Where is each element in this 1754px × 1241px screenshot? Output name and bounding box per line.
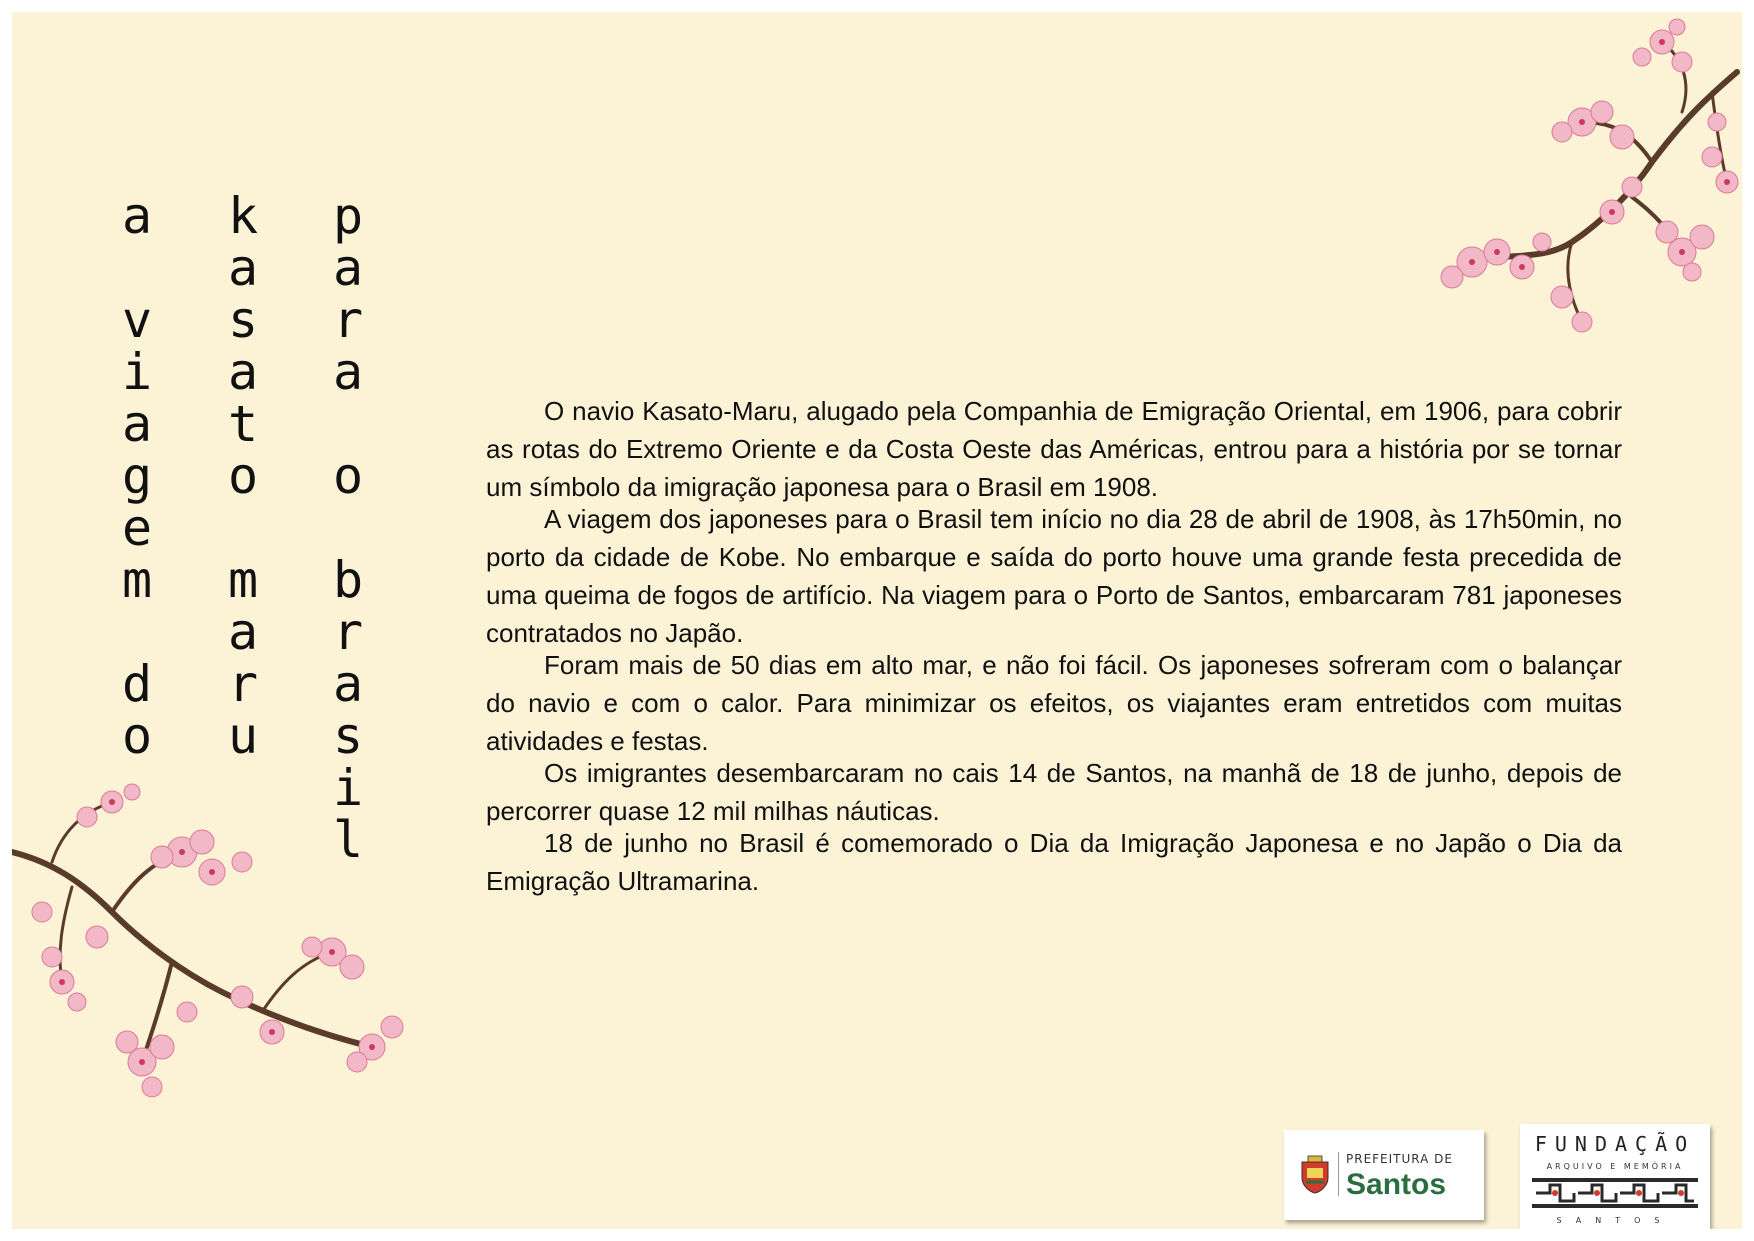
title-letter: k bbox=[227, 187, 259, 245]
fundacao-title: FUNDAÇÃO bbox=[1534, 1132, 1696, 1156]
title-letter: a bbox=[227, 343, 259, 401]
title-letter: a bbox=[332, 239, 364, 297]
title-letter bbox=[313, 502, 383, 554]
title-letter: r bbox=[227, 655, 259, 713]
title-letter bbox=[313, 398, 383, 450]
title-letter: b bbox=[332, 551, 364, 609]
title-letter: s bbox=[227, 291, 259, 349]
title-letter: u bbox=[227, 707, 259, 765]
title-letter: s bbox=[332, 707, 364, 765]
body-text bbox=[486, 392, 1622, 894]
title-letter: a bbox=[121, 187, 153, 245]
title-letter: r bbox=[332, 291, 364, 349]
title-letter: l bbox=[332, 811, 364, 869]
title-column-1 bbox=[102, 187, 172, 765]
logo-divider bbox=[1338, 1152, 1339, 1196]
title-letter: a bbox=[227, 603, 259, 661]
title-letter: i bbox=[332, 759, 364, 817]
title-letter bbox=[102, 606, 172, 658]
title-letter bbox=[102, 242, 172, 294]
page bbox=[12, 12, 1742, 1229]
fundacao-subtitle: ARQUIVO E MEMÓRIA bbox=[1546, 1162, 1684, 1171]
title-letter: o bbox=[121, 707, 153, 765]
title-letter: r bbox=[332, 603, 364, 661]
fundacao-pattern-icon bbox=[1532, 1176, 1698, 1210]
paragraph-2: A viagem dos japoneses para o Brasil tem início no dia 28 de abril de 1908, às 17h50min, no porto da cidade de Kobe. No embarque e saída do porto houve uma grande festa precedida de uma queima de fogos de artifício. Na viagem para o Porto de Santos, embarcaram 781 japoneses contratados no Japão. bbox=[486, 504, 1622, 648]
title-letter: o bbox=[332, 447, 364, 505]
cherry-blossom-top-icon bbox=[1382, 12, 1742, 342]
prefeitura-santos-logo bbox=[1284, 1130, 1484, 1220]
title-letter: m bbox=[227, 551, 259, 609]
title-letter: e bbox=[121, 499, 153, 557]
title-letter: p bbox=[332, 187, 364, 245]
title-letter: g bbox=[121, 447, 153, 505]
title-letter: m bbox=[121, 551, 153, 609]
title-letter: a bbox=[227, 239, 259, 297]
title-letter: i bbox=[121, 343, 153, 401]
title-letter: v bbox=[121, 291, 153, 349]
prefeitura-label: PREFEITURA DE bbox=[1346, 1152, 1453, 1166]
title-letter: o bbox=[227, 447, 259, 505]
title-letter: d bbox=[121, 655, 153, 713]
title-letter: a bbox=[121, 395, 153, 453]
title-letter bbox=[208, 502, 278, 554]
paragraph-4: Os imigrantes desembarcaram no cais 14 de Santos, na manhã de 18 de junho, depois de percorrer quase 12 mil milhas náuticas. bbox=[486, 758, 1622, 826]
title-letter: a bbox=[332, 343, 364, 401]
title-column-3 bbox=[313, 187, 383, 869]
paragraph-1: O navio Kasato-Maru, alugado pela Companhia de Emigração Oriental, em 1906, para cobrir as rotas do Extremo Oriente e da Costa Oeste das Américas, entrou para a história por se tornar um símbolo da imigração japonesa para o Brasil em 1908. bbox=[486, 396, 1622, 502]
santos-label: Santos bbox=[1346, 1168, 1447, 1201]
title-letter: t bbox=[227, 395, 259, 453]
title-letter: a bbox=[332, 655, 364, 713]
title-column-2 bbox=[208, 187, 278, 765]
fundacao-arquivo-memoria-logo bbox=[1520, 1124, 1710, 1229]
paragraph-5: 18 de junho no Brasil é comemorado o Dia da Imigração Japonesa e no Japão o Dia da Emigração Ultramarina. bbox=[486, 828, 1622, 896]
paragraph-3: Foram mais de 50 dias em alto mar, e não foi fácil. Os japoneses sofreram com o balançar do navio e com o calor. Para minimizar os efeitos, os viajantes eram entretidos com muitas atividades e festas. bbox=[486, 650, 1622, 756]
fundacao-bottom-label: SANTOS bbox=[1556, 1216, 1674, 1225]
santos-coat-of-arms-icon bbox=[1298, 1154, 1332, 1194]
